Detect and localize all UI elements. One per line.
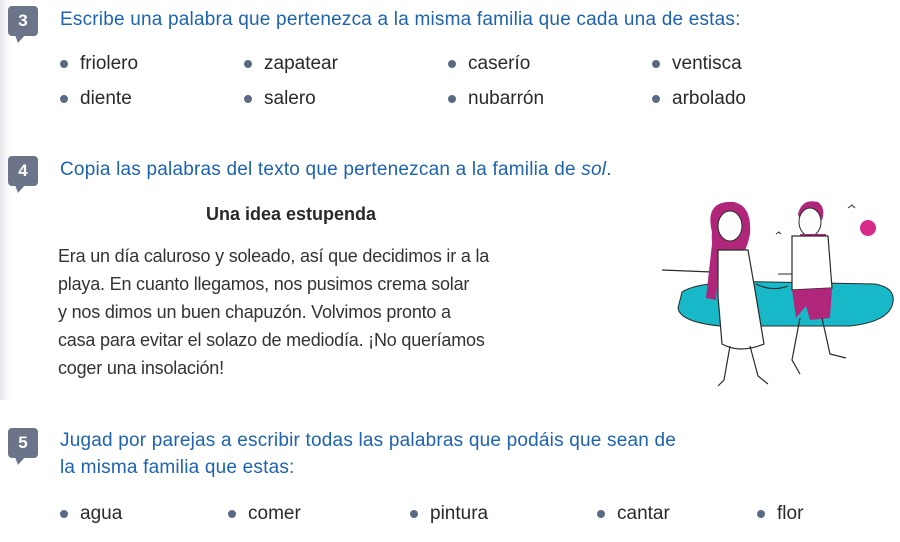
word-item — [410, 502, 488, 526]
word-label: salero — [264, 88, 316, 109]
word-item — [60, 52, 138, 76]
story-line: casa para evitar el solazo de mediodía. ¡No queríamos — [58, 330, 485, 350]
word-item — [244, 52, 338, 76]
exercise-3-badge — [8, 6, 38, 36]
word-label: arbolado — [672, 88, 746, 109]
exercise-3-instruction: Escribe una palabra que pertenezca a la misma familia que cada una de estas: — [60, 9, 741, 30]
word-item — [757, 502, 803, 526]
bullet-icon — [448, 60, 456, 68]
word-item — [597, 502, 670, 526]
couple-walking-illustration — [660, 188, 900, 398]
word-item — [60, 502, 122, 526]
word-label: caserío — [468, 53, 531, 74]
instruction-period: . — [606, 159, 612, 180]
bullet-icon — [652, 60, 660, 68]
word-label: zapatear — [264, 53, 338, 74]
word-label: ventisca — [672, 53, 742, 74]
exercise-5-instruction-line-2: la misma familia que estas: — [60, 457, 295, 478]
sun-dot-icon — [860, 220, 876, 236]
bird-icon — [848, 205, 855, 208]
word-label: nubarrón — [468, 88, 545, 109]
word-label: friolero — [80, 53, 139, 74]
exercise-3-number: 3 — [18, 11, 28, 30]
exercise-4-badge — [8, 156, 38, 186]
word-item — [244, 87, 316, 111]
exercise-4-number: 4 — [18, 161, 28, 180]
story-line: playa. En cuanto llegamos, nos pusimos crema solar — [58, 274, 470, 294]
story-line: Era un día caluroso y soleado, así que decidimos ir a la — [58, 246, 490, 266]
word-item — [228, 502, 301, 526]
word-item — [448, 52, 530, 76]
word-label: pintura — [430, 503, 489, 524]
exercise-5-badge — [8, 428, 38, 458]
bullet-icon — [60, 510, 68, 518]
bullet-icon — [244, 95, 252, 103]
exercise-4-instruction — [60, 156, 612, 184]
bullet-icon — [244, 60, 252, 68]
word-item — [652, 52, 742, 76]
bullet-icon — [228, 510, 236, 518]
story-line: coger una insolación! — [58, 358, 224, 378]
bullet-icon — [757, 510, 765, 518]
word-label: cantar — [617, 503, 670, 524]
word-item — [448, 87, 544, 111]
bullet-icon — [448, 95, 456, 103]
word-label: flor — [777, 503, 804, 524]
exercise-5-instruction-line-1: Jugad por parejas a escribir todas las palabras que podáis que sean de — [60, 430, 677, 451]
instruction-text: Copia las palabras del texto que pertenezcan a la familia de — [60, 159, 582, 180]
word-label: comer — [248, 503, 301, 524]
bullet-icon — [410, 510, 418, 518]
bullet-icon — [60, 95, 68, 103]
story-line: y nos dimos un buen chapuzón. Volvimos pronto a — [58, 302, 451, 322]
word-item — [60, 87, 132, 111]
page-edge-shadow — [0, 0, 10, 400]
story-title: Una idea estupenda — [206, 204, 377, 224]
bullet-icon — [652, 95, 660, 103]
exercise-5-number: 5 — [18, 433, 28, 452]
word-label: diente — [80, 88, 132, 109]
word-item — [652, 87, 746, 111]
bullet-icon — [60, 60, 68, 68]
bullet-icon — [597, 510, 605, 518]
instruction-emphasis: sol — [581, 159, 607, 180]
word-label: agua — [80, 503, 123, 524]
